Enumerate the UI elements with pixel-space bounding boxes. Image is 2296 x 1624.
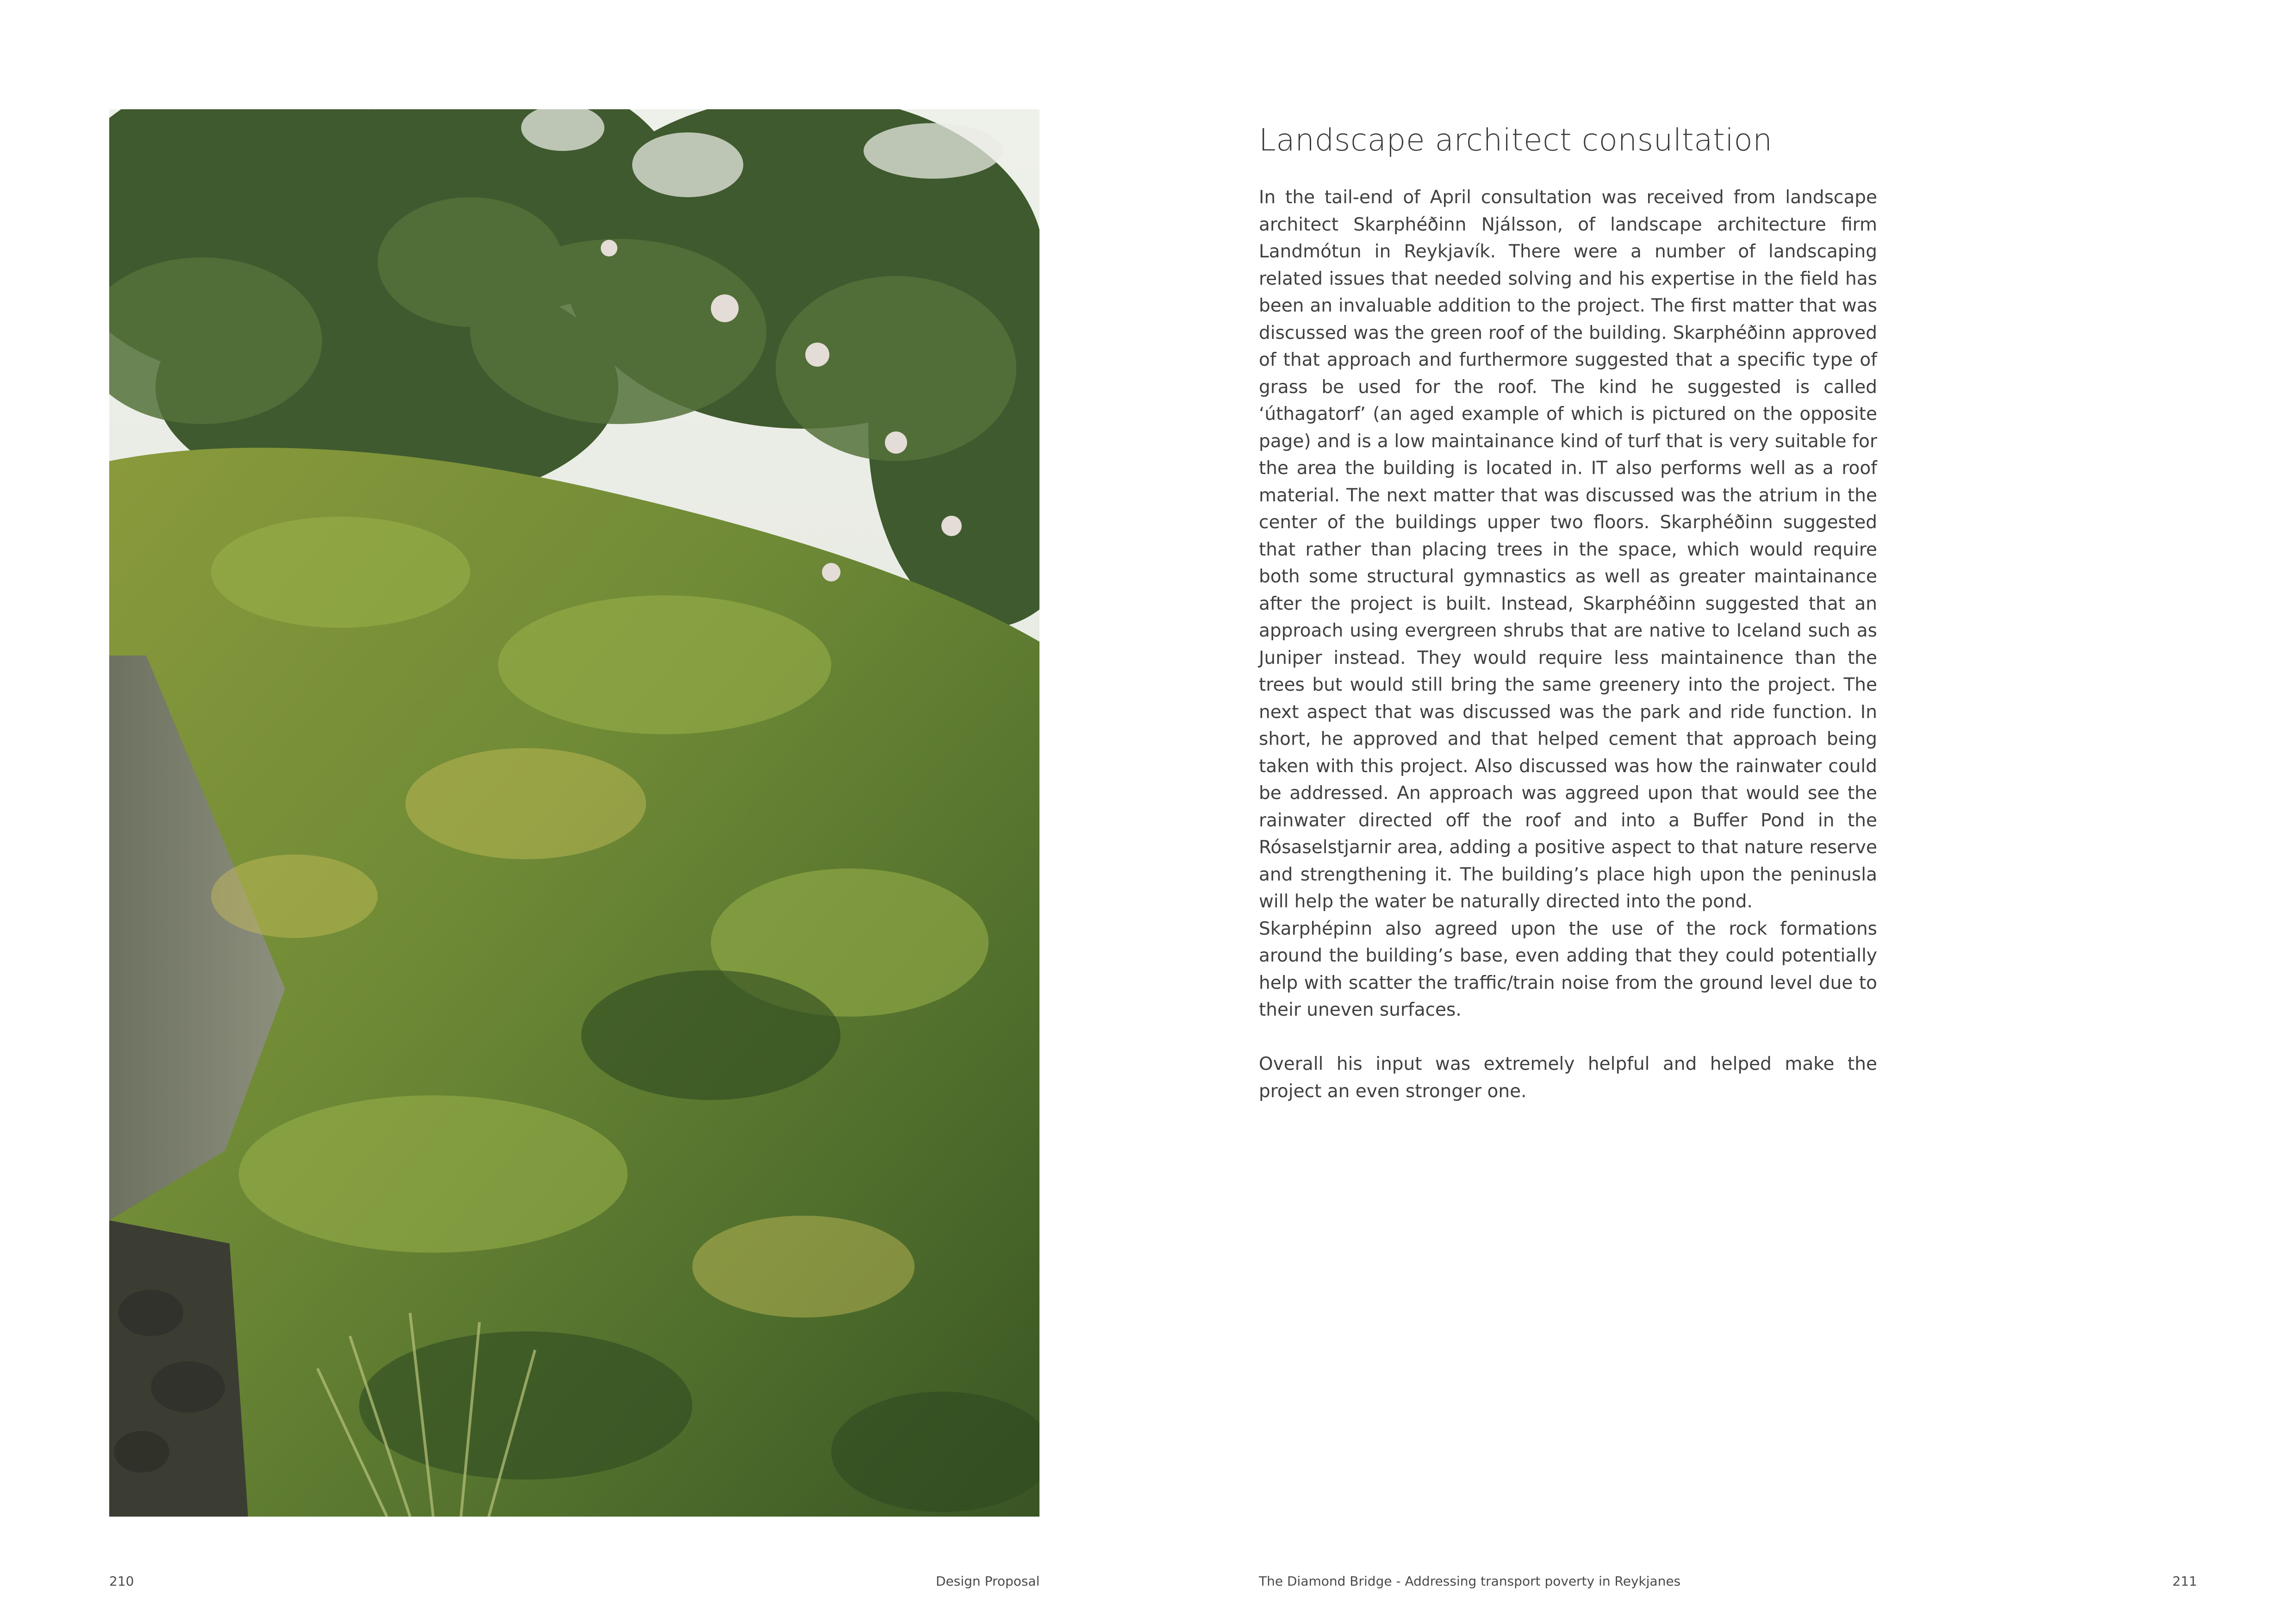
paragraph-conclusion: Overall his input was extremely helpful and helped make the project an even stronger one. [1259,1054,1877,1102]
paragraph-rocks: Skarphépinn also agreed upon the use of the rock formations around the building’s base, even adding that they could potentially help with scatter the traffic/train noise from the ground level due to their uneven surfaces. [1259,918,1877,1020]
body-text [1259,184,1877,1105]
paragraph-main: In the tail-end of April consultation was received from landscape architect Skarphéðinn Njálsson, of landscape architecture firm Landmótun in Reykjavík. There were a number of landscaping related issues that needed solving and his expertise in the field has been an invaluable addition to the project. The first matter that was discussed was the green roof of the building. Skarphéðinn approved of that approach and furthermore suggested that a specific type of grass be used for the roof. The kind he suggested is called ‘úthagatorf’ (an aged example of which is pictured on the opposite page) and is a low maintainance kind of turf that is very suitable for the area the building is located in. IT also performs well as a roof material. The next matter that was discussed was the atrium in the center of the buildings upper two floors. Skarphéðinn suggested that rather than placing trees in the space, which would require both some structural gymnastics as well as greater maintainance after the project is built. Instead, Skarphéðinn suggested that an approach using evergreen shrubs that are native to Iceland such as Juniper instead. They would require less maintainence than the trees but would still bring the same greenery into the project. The next aspect that was discussed was the park and ride function. In short, he approved and that helped cement that approach being taken with this project. Also discussed was how the rainwater could be addressed. An approach was aggreed upon that would see the rainwater directed off the roof and into a Buffer Pond in the Rósaselstjarnir area, adding a positive aspect to that nature reserve and strengthening it. The building’s place high upon the peninusla will help the water be naturally directed into the pond. [1259,187,1877,912]
turf-roof-photo-image [109,109,1039,1517]
turf-roof-photo [109,109,1039,1517]
right-running-title: The Diamond Bridge - Addressing transport poverty in Reykjanes [1259,1574,1681,1589]
left-section-label: Design Proposal [936,1574,1040,1589]
right-page-number: 211 [2172,1574,2197,1589]
left-page-number: 210 [109,1574,134,1589]
page-heading: Landscape architect consultation [1259,122,1773,158]
